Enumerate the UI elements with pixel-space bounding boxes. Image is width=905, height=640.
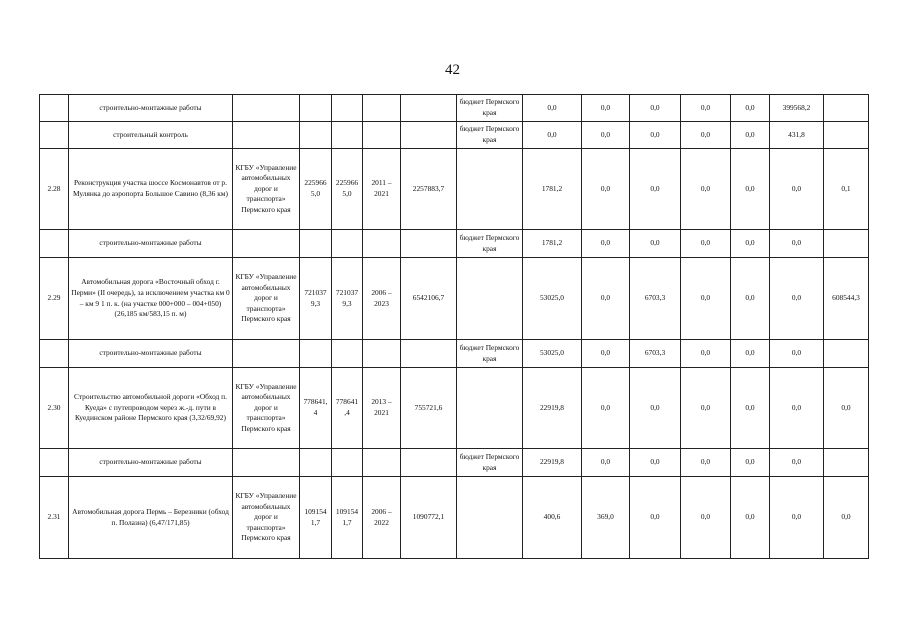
page-number: 42 <box>445 62 460 78</box>
table-row <box>40 230 869 258</box>
total-cell: 2257883,7 <box>401 149 457 230</box>
year-value-cell: 0,0 <box>630 95 681 122</box>
year-value-cell: 0,0 <box>630 230 681 258</box>
period-cell: 2011 – 2021 <box>363 149 401 230</box>
year-value-cell: 6703,3 <box>630 340 681 368</box>
year-value-cell: 0,0 <box>630 368 681 449</box>
year-value-cell <box>824 449 869 477</box>
object-name-cell: строительно-монтажные работы <box>69 95 233 122</box>
year-value-cell: 0,0 <box>824 477 869 559</box>
row-number-cell <box>40 449 69 477</box>
row-number-cell: 2.31 <box>40 477 69 559</box>
customer-cell: КГБУ «Управление автомобильных дорог и транспорта» Пермского края <box>233 477 300 559</box>
customer-cell: КГБУ «Управление автомобильных дорог и транспорта» Пермского края <box>233 258 300 340</box>
object-name-cell: Автомобильная дорога Пермь – Березники (обход п. Полазна) (6,47/171,85) <box>69 477 233 559</box>
row-number-cell <box>40 95 69 122</box>
year-value-cell <box>824 95 869 122</box>
year-value-cell: 0,0 <box>582 258 630 340</box>
year-value-cell <box>824 230 869 258</box>
customer-cell <box>233 449 300 477</box>
customer-cell <box>233 230 300 258</box>
table-row <box>40 340 869 368</box>
row-number-cell: 2.28 <box>40 149 69 230</box>
total-cell: 755721,6 <box>401 368 457 449</box>
capacity-cell <box>300 95 332 122</box>
year-value-cell: 0,0 <box>731 368 770 449</box>
year-value-cell: 0,0 <box>523 95 582 122</box>
estimate-cell: 225966 5,0 <box>332 149 363 230</box>
year-value-cell: 22919,8 <box>523 368 582 449</box>
object-name-cell: Реконструкция участка шоссе Космонавтов от р. Мулянка до аэропорта Большое Савино (8,36 км) <box>69 149 233 230</box>
year-value-cell: 0,0 <box>582 368 630 449</box>
year-value-cell: 0,0 <box>681 340 731 368</box>
total-cell <box>401 449 457 477</box>
year-value-cell: 0,0 <box>770 477 824 559</box>
funding-source-cell: бюджет Пермского края <box>457 449 523 477</box>
year-value-cell: 53025,0 <box>523 340 582 368</box>
capacity-cell <box>300 449 332 477</box>
year-value-cell: 0,0 <box>582 449 630 477</box>
estimate-cell: 778641 ,4 <box>332 368 363 449</box>
object-name-cell: строительный контроль <box>69 122 233 149</box>
funding-source-cell <box>457 258 523 340</box>
capacity-cell <box>300 230 332 258</box>
row-number-cell <box>40 340 69 368</box>
year-value-cell: 0,0 <box>770 449 824 477</box>
year-value-cell: 0,0 <box>770 149 824 230</box>
year-value-cell: 0,0 <box>582 340 630 368</box>
capacity-cell: 225966 5,0 <box>300 149 332 230</box>
year-value-cell: 53025,0 <box>523 258 582 340</box>
year-value-cell: 0,0 <box>770 340 824 368</box>
object-name-cell: Строительство автомобильной дороги «Обход п. Куеда» с путепроводом через ж.-д. пути в Куединском районе Пермского края (3,32/69,92) <box>69 368 233 449</box>
year-value-cell: 0,0 <box>681 477 731 559</box>
year-value-cell <box>824 340 869 368</box>
year-value-cell: 0,0 <box>582 149 630 230</box>
customer-cell: КГБУ «Управление автомобильных дорог и транспорта» Пермского края <box>233 368 300 449</box>
funding-source-cell: бюджет Пермского края <box>457 95 523 122</box>
year-value-cell: 0,0 <box>731 122 770 149</box>
total-cell <box>401 95 457 122</box>
year-value-cell: 0,0 <box>681 95 731 122</box>
capacity-cell: 721037 9,3 <box>300 258 332 340</box>
period-cell: 2006 – 2022 <box>363 477 401 559</box>
row-number-cell <box>40 230 69 258</box>
table-row <box>40 95 869 122</box>
year-value-cell: 0,0 <box>582 122 630 149</box>
funding-source-cell: бюджет Пермского края <box>457 340 523 368</box>
period-cell: 2006 – 2023 <box>363 258 401 340</box>
year-value-cell: 0,0 <box>681 368 731 449</box>
year-value-cell: 0,0 <box>731 149 770 230</box>
estimate-cell <box>332 122 363 149</box>
object-name-cell: строительно-монтажные работы <box>69 340 233 368</box>
total-cell <box>401 122 457 149</box>
funding-source-cell: бюджет Пермского края <box>457 230 523 258</box>
year-value-cell: 0,0 <box>523 122 582 149</box>
customer-cell <box>233 95 300 122</box>
table-row <box>40 477 869 559</box>
year-value-cell: 1781,2 <box>523 230 582 258</box>
table-row <box>40 258 869 340</box>
year-value-cell: 431,8 <box>770 122 824 149</box>
year-value-cell: 0,0 <box>731 230 770 258</box>
year-value-cell: 608544,3 <box>824 258 869 340</box>
object-name-cell: строительно-монтажные работы <box>69 449 233 477</box>
customer-cell: КГБУ «Управление автомобильных дорог и транспорта» Пермского края <box>233 149 300 230</box>
year-value-cell: 399568,2 <box>770 95 824 122</box>
year-value-cell: 0,0 <box>630 122 681 149</box>
row-number-cell: 2.29 <box>40 258 69 340</box>
funding-source-cell <box>457 477 523 559</box>
funding-source-cell: бюджет Пермского края <box>457 122 523 149</box>
object-name-cell: строительно-монтажные работы <box>69 230 233 258</box>
total-cell: 1090772,1 <box>401 477 457 559</box>
year-value-cell: 400,6 <box>523 477 582 559</box>
year-value-cell: 0,0 <box>681 230 731 258</box>
period-cell: 2013 – 2021 <box>363 368 401 449</box>
total-cell <box>401 230 457 258</box>
year-value-cell: 0,0 <box>824 368 869 449</box>
object-name-cell: Автомобильная дорога «Восточный обход г. Перми» (II очередь), за исключением участка км 0 – км 9 1 п. к. (на участке 000+000 – 004+050) (26,185 км/583,15 п. м) <box>69 258 233 340</box>
year-value-cell: 369,0 <box>582 477 630 559</box>
year-value-cell: 0,0 <box>630 477 681 559</box>
funding-source-cell <box>457 368 523 449</box>
year-value-cell: 0,0 <box>582 95 630 122</box>
year-value-cell: 0,0 <box>731 477 770 559</box>
period-cell <box>363 449 401 477</box>
period-cell <box>363 230 401 258</box>
funding-source-cell <box>457 149 523 230</box>
year-value-cell: 0,0 <box>681 122 731 149</box>
period-cell <box>363 340 401 368</box>
estimate-cell: 109154 1,7 <box>332 477 363 559</box>
year-value-cell <box>824 122 869 149</box>
capacity-cell: 109154 1,7 <box>300 477 332 559</box>
customer-cell <box>233 122 300 149</box>
row-number-cell: 2.30 <box>40 368 69 449</box>
year-value-cell: 0,0 <box>681 149 731 230</box>
year-value-cell: 0,0 <box>582 230 630 258</box>
year-value-cell: 0,0 <box>630 149 681 230</box>
year-value-cell: 0,0 <box>681 258 731 340</box>
year-value-cell: 0,1 <box>824 149 869 230</box>
estimate-cell <box>332 95 363 122</box>
year-value-cell: 1781,2 <box>523 149 582 230</box>
capacity-cell <box>300 340 332 368</box>
period-cell <box>363 95 401 122</box>
table-row <box>40 449 869 477</box>
estimate-cell <box>332 230 363 258</box>
year-value-cell: 0,0 <box>681 449 731 477</box>
year-value-cell: 22919,8 <box>523 449 582 477</box>
row-number-cell <box>40 122 69 149</box>
customer-cell <box>233 340 300 368</box>
estimate-cell: 721037 9,3 <box>332 258 363 340</box>
year-value-cell: 0,0 <box>731 95 770 122</box>
estimate-cell <box>332 449 363 477</box>
table-row <box>40 368 869 449</box>
capacity-cell: 778641, 4 <box>300 368 332 449</box>
year-value-cell: 0,0 <box>630 449 681 477</box>
period-cell <box>363 122 401 149</box>
year-value-cell: 0,0 <box>770 258 824 340</box>
capacity-cell <box>300 122 332 149</box>
table-row <box>40 149 869 230</box>
table-row <box>40 122 869 149</box>
total-cell <box>401 340 457 368</box>
year-value-cell: 6703,3 <box>630 258 681 340</box>
year-value-cell: 0,0 <box>770 230 824 258</box>
year-value-cell: 0,0 <box>770 368 824 449</box>
year-value-cell: 0,0 <box>731 340 770 368</box>
total-cell: 6542106,7 <box>401 258 457 340</box>
year-value-cell: 0,0 <box>731 258 770 340</box>
year-value-cell: 0,0 <box>731 449 770 477</box>
estimate-cell <box>332 340 363 368</box>
budget-table <box>39 94 869 559</box>
